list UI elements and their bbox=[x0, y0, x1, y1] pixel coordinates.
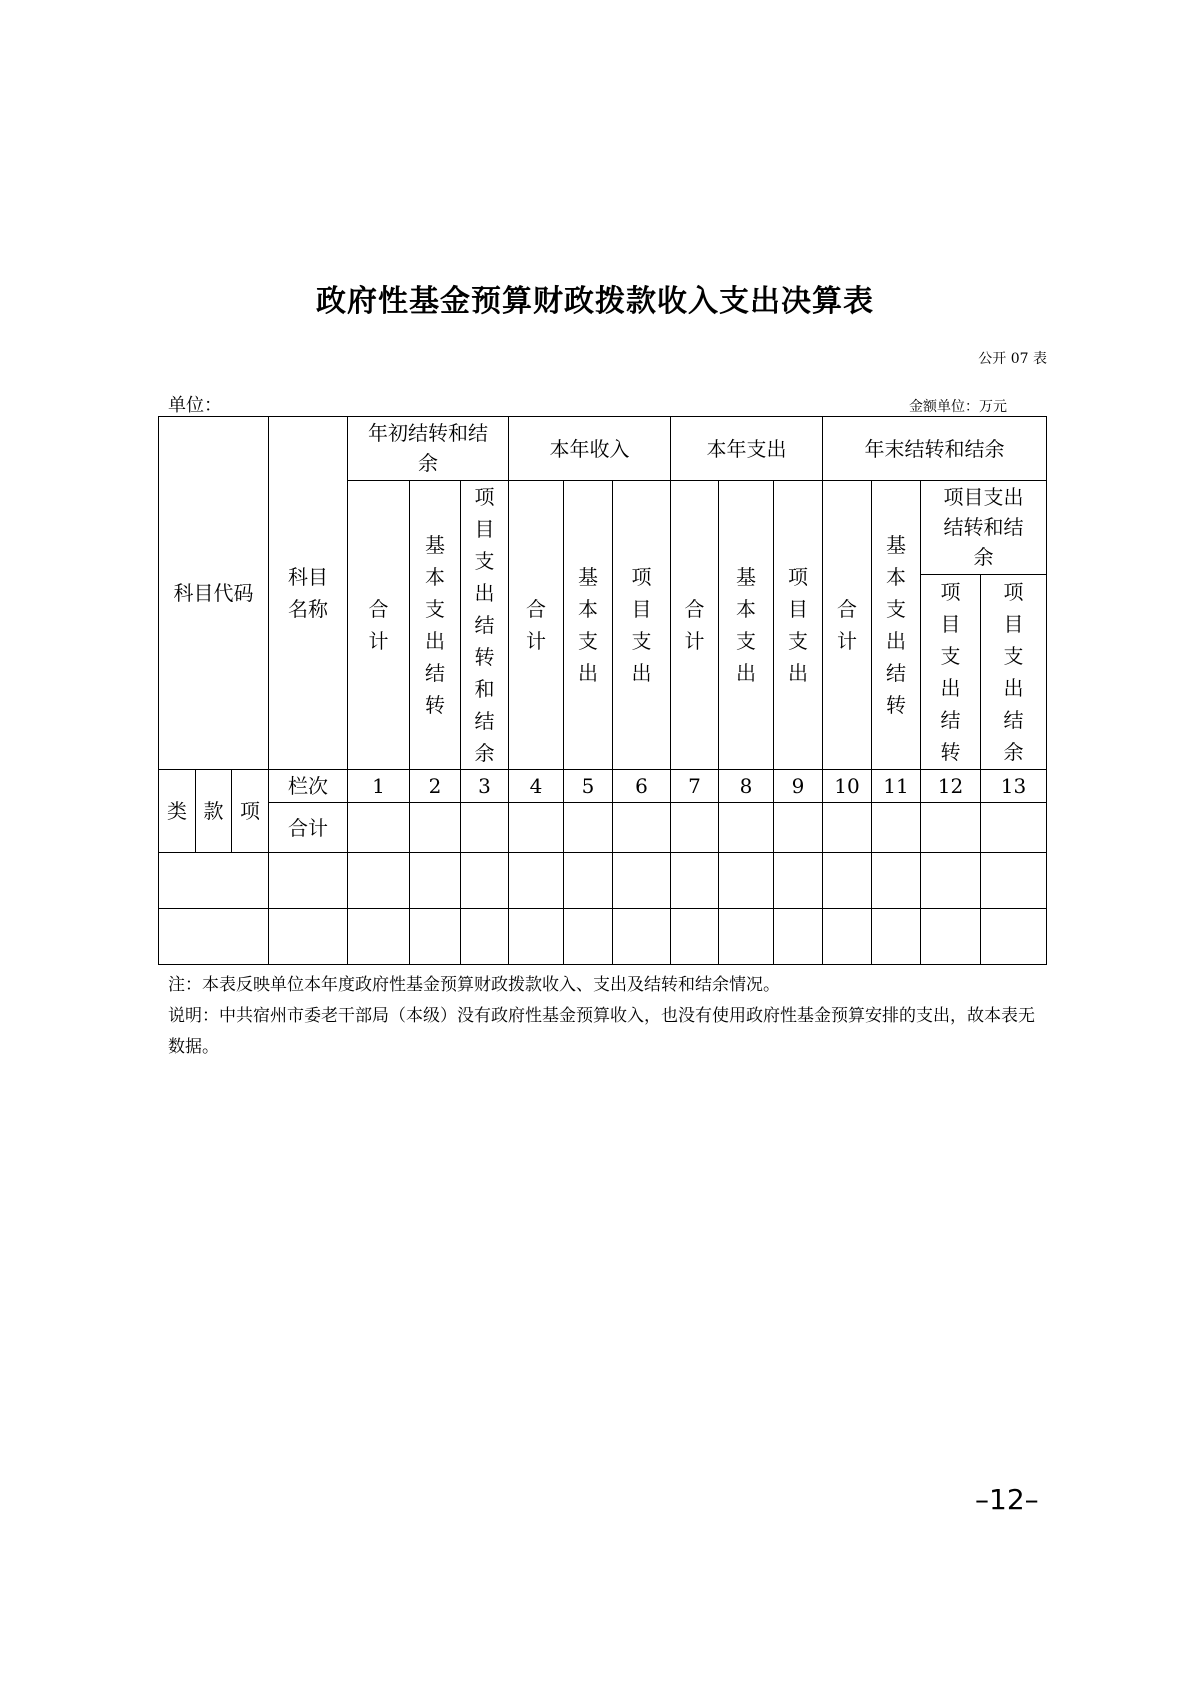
header-row-1 bbox=[159, 417, 1047, 481]
column-number: 7 bbox=[671, 770, 719, 803]
table-cell bbox=[564, 803, 613, 853]
table-cell bbox=[509, 909, 564, 965]
table-cell bbox=[921, 803, 981, 853]
table-cell bbox=[981, 803, 1047, 853]
table-cell bbox=[921, 909, 981, 965]
table-cell bbox=[461, 853, 509, 909]
column-row-label: 栏次 bbox=[269, 770, 348, 803]
table-cell bbox=[159, 909, 269, 965]
table-cell bbox=[613, 909, 671, 965]
table-cell bbox=[269, 853, 348, 909]
table-cell bbox=[410, 853, 461, 909]
table-cell bbox=[719, 803, 774, 853]
budget-table bbox=[158, 416, 1047, 965]
notes bbox=[168, 970, 1043, 1063]
column-number: 13 bbox=[981, 770, 1047, 803]
subject-name-header-text: 科目名称 bbox=[288, 565, 328, 621]
table-cell bbox=[348, 853, 410, 909]
page-title: 政府性基金预算财政拨款收入支出决算表 bbox=[316, 284, 874, 319]
g3-total-header bbox=[671, 481, 719, 770]
column-number: 12 bbox=[921, 770, 981, 803]
note-line: 说明：中共宿州市委老干部局（本级）没有政府性基金预算收入，也没有使用政府性基金预算安排的支出，故本表无数据。 bbox=[168, 1006, 1035, 1057]
table-cell bbox=[269, 909, 348, 965]
g4-basic-header bbox=[872, 481, 921, 770]
g4-project-carry-header bbox=[921, 574, 981, 769]
table-cell bbox=[872, 909, 921, 965]
column-number: 10 bbox=[823, 770, 872, 803]
g4-project-balance-header bbox=[981, 574, 1047, 769]
table-cell bbox=[671, 853, 719, 909]
g2-total-header-text: 合计 bbox=[526, 597, 547, 653]
subject-code-header bbox=[159, 417, 269, 770]
table-cell bbox=[671, 909, 719, 965]
g1-basic-header bbox=[410, 481, 461, 770]
g3-total-header-text: 合计 bbox=[684, 597, 705, 653]
code-part-item: 项 bbox=[232, 770, 269, 853]
column-number: 9 bbox=[774, 770, 823, 803]
g2-project-header-text: 项目支出 bbox=[631, 565, 652, 685]
note-line: 注：本表反映单位本年度政府性基金预算财政拨款收入、支出及结转和结余情况。 bbox=[168, 975, 780, 995]
g1-project-header-text: 项目支出结转和结余 bbox=[474, 485, 495, 765]
g3-basic-header-text: 基本支出 bbox=[736, 565, 757, 685]
current-income-header bbox=[509, 417, 671, 481]
closing-balance-header-text: 年末结转和结余 bbox=[864, 436, 1005, 461]
table-cell bbox=[774, 853, 823, 909]
column-number: 2 bbox=[410, 770, 461, 803]
opening-balance-header-text: 年初结转和结余 bbox=[368, 421, 488, 475]
subject-name-header bbox=[269, 417, 348, 770]
table-cell bbox=[774, 909, 823, 965]
g4-project-carry-header-text: 项目支出结转 bbox=[940, 579, 961, 764]
current-expense-header-text: 本年支出 bbox=[706, 436, 787, 461]
closing-balance-header bbox=[823, 417, 1047, 481]
g1-total-header-text: 合计 bbox=[368, 597, 389, 653]
g3-project-header-text: 项目支出 bbox=[788, 565, 809, 685]
g4-basic-header-text: 基本支出结转 bbox=[886, 533, 907, 717]
table-row bbox=[159, 909, 1047, 965]
g3-project-header bbox=[774, 481, 823, 770]
table-cell bbox=[823, 909, 872, 965]
opening-balance-header bbox=[348, 417, 509, 481]
g4-project-group-header-text: 项目支出结转和结余 bbox=[943, 484, 1024, 569]
g1-basic-header-text: 基本支出结转 bbox=[425, 533, 445, 717]
table-cell bbox=[564, 853, 613, 909]
current-income-header-text: 本年收入 bbox=[549, 436, 630, 461]
table-cell bbox=[823, 853, 872, 909]
total-row-label: 合计 bbox=[269, 803, 348, 853]
g1-total-header bbox=[348, 481, 410, 770]
g2-basic-header-text: 基本支出 bbox=[578, 565, 599, 685]
g3-basic-header bbox=[719, 481, 774, 770]
current-expense-header bbox=[671, 417, 823, 481]
table-cell bbox=[921, 853, 981, 909]
g4-project-group-header bbox=[921, 481, 1047, 575]
table-cell bbox=[671, 803, 719, 853]
table-cell bbox=[410, 803, 461, 853]
amount-unit-label: 金额单位：万元 bbox=[909, 399, 1007, 415]
column-number: 11 bbox=[872, 770, 921, 803]
column-number: 4 bbox=[509, 770, 564, 803]
g1-project-header bbox=[461, 481, 509, 770]
unit-label: 单位： bbox=[168, 395, 222, 416]
page-number: –12– bbox=[975, 1483, 1039, 1516]
code-part-category: 类 bbox=[159, 770, 196, 853]
table-row bbox=[159, 853, 1047, 909]
table-cell bbox=[774, 803, 823, 853]
table-cell bbox=[823, 803, 872, 853]
subject-code-header-text: 科目代码 bbox=[173, 581, 254, 605]
table-cell bbox=[461, 909, 509, 965]
table-cell bbox=[613, 803, 671, 853]
column-number: 1 bbox=[348, 770, 410, 803]
column-number: 6 bbox=[613, 770, 671, 803]
g4-total-header bbox=[823, 481, 872, 770]
column-number: 5 bbox=[564, 770, 613, 803]
table-cell bbox=[564, 909, 613, 965]
table-cell bbox=[872, 803, 921, 853]
table-cell bbox=[159, 853, 269, 909]
column-number: 8 bbox=[719, 770, 774, 803]
table-cell bbox=[719, 853, 774, 909]
g2-basic-header bbox=[564, 481, 613, 770]
table-cell bbox=[872, 853, 921, 909]
g2-total-header bbox=[509, 481, 564, 770]
table-cell bbox=[348, 803, 410, 853]
table-cell bbox=[719, 909, 774, 965]
g4-project-balance-header-text: 项目支出结余 bbox=[1003, 579, 1024, 764]
table-cell bbox=[509, 853, 564, 909]
column-number-row bbox=[159, 770, 1047, 803]
table-cell bbox=[613, 853, 671, 909]
code-part-section: 款 bbox=[196, 770, 232, 853]
table-cell bbox=[461, 803, 509, 853]
form-number: 公开 07 表 bbox=[978, 351, 1047, 367]
table-cell bbox=[509, 803, 564, 853]
g2-project-header bbox=[613, 481, 671, 770]
g4-total-header-text: 合计 bbox=[837, 597, 858, 653]
table-cell bbox=[348, 909, 410, 965]
table-cell bbox=[981, 909, 1047, 965]
table-cell bbox=[981, 853, 1047, 909]
column-number: 3 bbox=[461, 770, 509, 803]
table-cell bbox=[410, 909, 461, 965]
total-row bbox=[159, 803, 1047, 853]
